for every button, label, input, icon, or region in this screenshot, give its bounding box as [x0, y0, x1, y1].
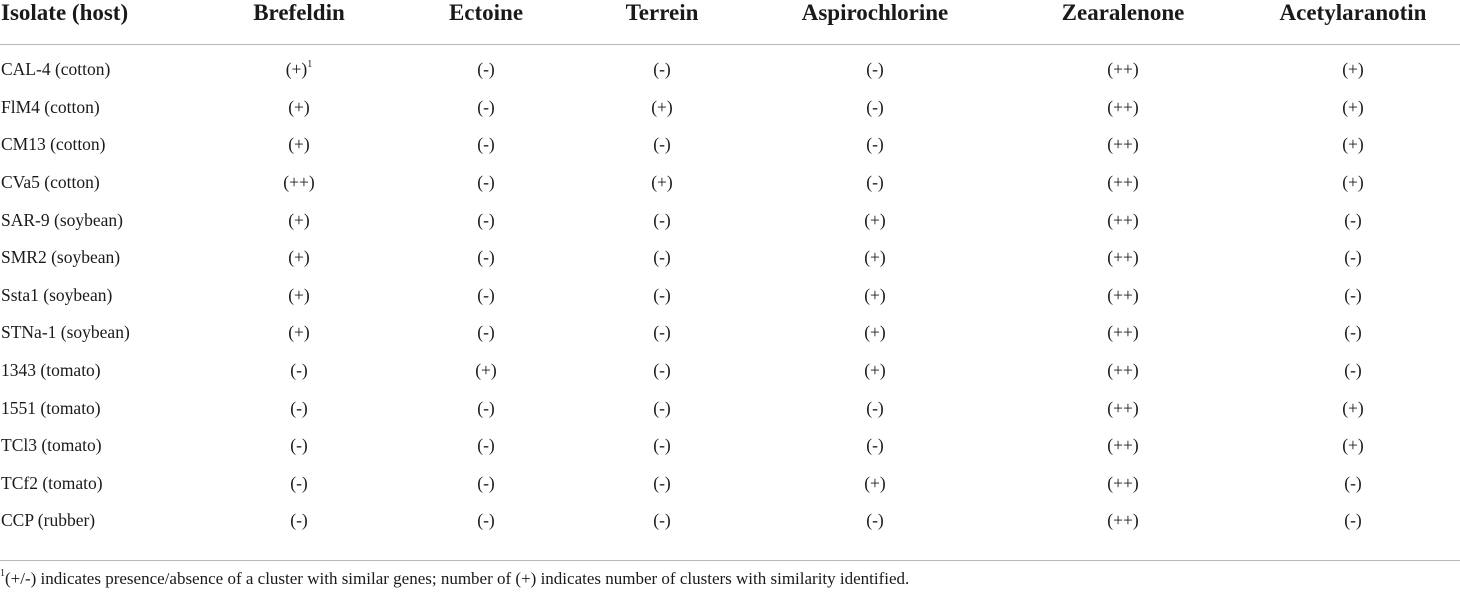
isolate-cell: STNa-1 (soybean) [1, 322, 130, 343]
zearalenone-cell: (++) [1107, 472, 1139, 493]
table-row [0, 277, 1460, 315]
terrein-cell: (-) [653, 322, 671, 343]
table-row [0, 352, 1460, 390]
zearalenone-cell: (++) [1107, 322, 1139, 343]
table-row [0, 45, 1460, 89]
zearalenone-cell: (++) [1107, 134, 1139, 155]
isolate-cell: TCf2 (tomato) [1, 472, 103, 493]
brefeldin-cell: (+) [288, 134, 310, 155]
aspirochlorine-cell: (-) [866, 134, 884, 155]
ectoine-cell: (-) [477, 247, 495, 268]
aspirochlorine-cell: (+) [864, 472, 886, 493]
table-row [0, 201, 1460, 239]
brefeldin-cell: (-) [290, 360, 308, 381]
acetylaranotin-cell: (-) [1344, 472, 1362, 493]
brefeldin-cell: (+) [288, 247, 310, 268]
isolate-cell: TCl3 (tomato) [1, 435, 102, 456]
isolate-cell: SMR2 (soybean) [1, 247, 121, 268]
aspirochlorine-cell: (+) [864, 247, 886, 268]
header-brefeldin: Brefeldin [200, 0, 398, 45]
aspirochlorine-cell: (-) [866, 435, 884, 456]
aspirochlorine-cell: (-) [866, 397, 884, 418]
ectoine-cell: (-) [477, 397, 495, 418]
ectoine-cell: (-) [477, 435, 495, 456]
terrein-cell: (-) [653, 134, 671, 155]
table-footnote [0, 560, 1460, 589]
terrein-cell: (-) [653, 472, 671, 493]
brefeldin-cell: (+) [288, 96, 310, 117]
terrein-cell: (+) [651, 96, 673, 117]
table-row [0, 465, 1460, 503]
isolate-cell: 1551 (tomato) [1, 397, 101, 418]
brefeldin-cell [200, 45, 398, 89]
ectoine-cell: (-) [477, 472, 495, 493]
header-acetylaranotin: Acetylaranotin [1246, 0, 1460, 45]
isolate-cell: SAR-9 (soybean) [1, 209, 123, 230]
ectoine-cell: (-) [477, 322, 495, 343]
terrein-cell: (-) [653, 397, 671, 418]
acetylaranotin-cell: (-) [1344, 284, 1362, 305]
ectoine-cell: (-) [477, 209, 495, 230]
footnote-text: (+/-) indicates presence/absence of a cluster with similar genes; number of (+) indicates number of clusters with similarity identified. [5, 569, 910, 588]
isolate-cell: FlM4 (cotton) [1, 96, 100, 117]
acetylaranotin-cell: (+) [1342, 172, 1364, 193]
acetylaranotin-cell: (-) [1344, 360, 1362, 381]
acetylaranotin-cell: (+) [1342, 59, 1364, 80]
cell-value: (+) [285, 59, 308, 80]
terrein-cell: (-) [653, 247, 671, 268]
ectoine-cell: (-) [477, 284, 495, 305]
terrein-cell: (-) [653, 510, 671, 531]
aspirochlorine-cell: (+) [864, 360, 886, 381]
table-row [0, 126, 1460, 164]
ectoine-cell: (-) [477, 172, 495, 193]
isolate-cell: Ssta1 (soybean) [1, 284, 113, 305]
table-row [0, 314, 1460, 352]
zearalenone-cell: (++) [1107, 96, 1139, 117]
table-row [0, 89, 1460, 127]
table-row [0, 239, 1460, 277]
zearalenone-cell: (++) [1107, 284, 1139, 305]
aspirochlorine-cell: (-) [866, 510, 884, 531]
footnote-marker: 1 [0, 568, 5, 579]
terrein-cell: (-) [653, 209, 671, 230]
isolate-cell: CM13 (cotton) [1, 134, 106, 155]
terrein-cell: (-) [653, 360, 671, 381]
brefeldin-cell: (-) [290, 435, 308, 456]
terrein-cell: (-) [653, 59, 671, 80]
isolate-cell: CVa5 (cotton) [1, 172, 100, 193]
aspirochlorine-cell: (-) [866, 96, 884, 117]
isolate-cell: CAL-4 (cotton) [1, 59, 111, 80]
zearalenone-cell: (++) [1107, 247, 1139, 268]
table-row [0, 502, 1460, 540]
zearalenone-cell: (++) [1107, 510, 1139, 531]
zearalenone-cell: (++) [1107, 360, 1139, 381]
header-aspirochlorine: Aspirochlorine [750, 0, 1000, 45]
ectoine-cell: (+) [475, 360, 497, 381]
table-row [0, 389, 1460, 427]
zearalenone-cell: (++) [1107, 59, 1139, 80]
terrein-cell: (-) [653, 284, 671, 305]
aspirochlorine-cell: (-) [866, 59, 884, 80]
isolate-cell: CCP (rubber) [1, 510, 96, 531]
zearalenone-cell: (++) [1107, 172, 1139, 193]
aspirochlorine-cell: (+) [864, 322, 886, 343]
ectoine-cell: (-) [477, 96, 495, 117]
zearalenone-cell: (++) [1107, 435, 1139, 456]
brefeldin-cell: (++) [283, 172, 315, 193]
header-row [0, 0, 1460, 45]
ectoine-cell: (-) [477, 59, 495, 80]
brefeldin-cell: (-) [290, 397, 308, 418]
isolate-cell: 1343 (tomato) [1, 360, 101, 381]
ectoine-cell: (-) [477, 134, 495, 155]
terrein-cell: (+) [651, 172, 673, 193]
aspirochlorine-cell: (+) [864, 284, 886, 305]
brefeldin-cell: (+) [288, 322, 310, 343]
header-terrein: Terrein [574, 0, 750, 45]
aspirochlorine-cell: (+) [864, 209, 886, 230]
terrein-cell: (-) [653, 435, 671, 456]
header-zearalenone: Zearalenone [1000, 0, 1246, 45]
aspirochlorine-cell: (-) [866, 172, 884, 193]
acetylaranotin-cell: (+) [1342, 134, 1364, 155]
brefeldin-cell: (+) [288, 209, 310, 230]
acetylaranotin-cell: (+) [1342, 397, 1364, 418]
ectoine-cell: (-) [477, 510, 495, 531]
brefeldin-cell: (-) [290, 510, 308, 531]
acetylaranotin-cell: (-) [1344, 510, 1362, 531]
acetylaranotin-cell: (-) [1344, 322, 1362, 343]
header-ectoine: Ectoine [398, 0, 574, 45]
footnote-marker: 1 [307, 59, 313, 71]
table-row [0, 164, 1460, 202]
zearalenone-cell: (++) [1107, 209, 1139, 230]
table-row [0, 427, 1460, 465]
brefeldin-cell: (-) [290, 472, 308, 493]
acetylaranotin-cell: (-) [1344, 209, 1362, 230]
acetylaranotin-cell: (+) [1342, 96, 1364, 117]
acetylaranotin-cell: (-) [1344, 247, 1362, 268]
header-isolate: Isolate (host) [0, 0, 200, 45]
zearalenone-cell: (++) [1107, 397, 1139, 418]
brefeldin-cell: (+) [288, 284, 310, 305]
acetylaranotin-cell: (+) [1342, 435, 1364, 456]
